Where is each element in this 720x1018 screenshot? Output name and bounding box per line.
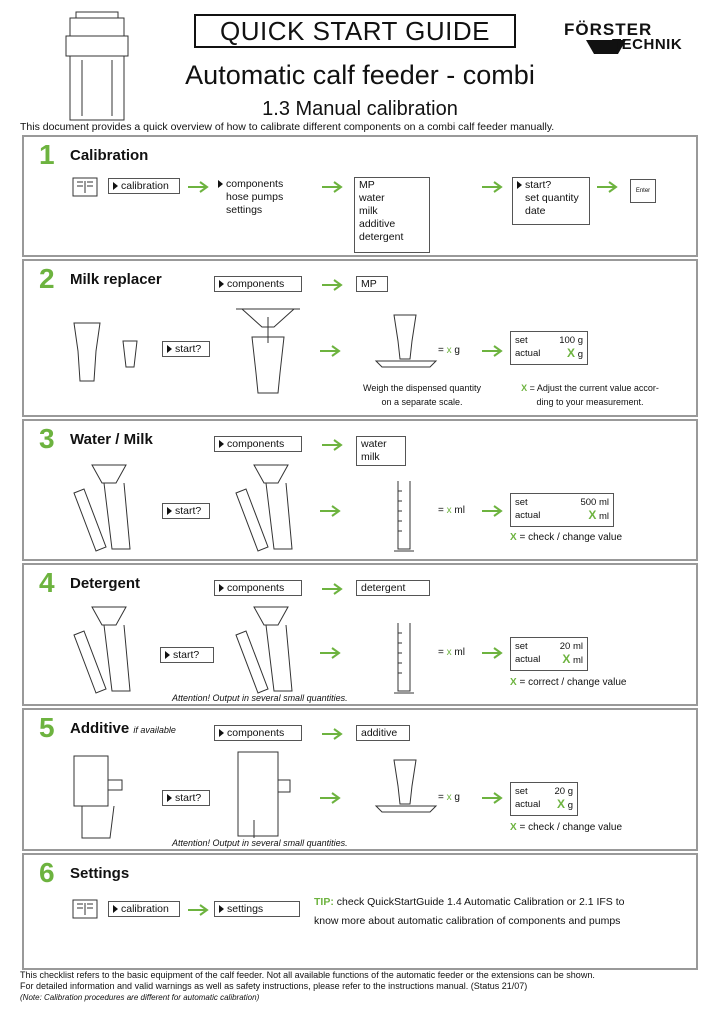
footer-line-1: This checklist refers to the basic equipment of the calf feeder. Not all available functions of the automatic feeder or the extensions can be shown.	[20, 970, 595, 980]
enter-button[interactable]: Enter	[630, 179, 656, 203]
guide-title: QUICK START GUIDE	[194, 14, 516, 48]
equals-x-grams: = x g	[438, 792, 460, 803]
set-value: 500 ml	[580, 497, 609, 508]
selector-icon	[167, 794, 172, 802]
arrow-right-icon	[482, 647, 504, 659]
value-panel: set 500 ml actual X ml	[510, 493, 614, 527]
intro-text: This document provides a quick overview of how to calibrate different components on a combi calf feeder manually.	[20, 121, 555, 133]
additive-dispenser-illustration	[72, 750, 132, 842]
step-1-title: Calibration	[70, 147, 149, 164]
arrow-right-icon	[320, 792, 342, 804]
menu-item-date[interactable]: date	[525, 205, 546, 217]
scale-illustration	[374, 756, 438, 814]
menu-calibration-label: calibration	[121, 180, 169, 192]
value-panel: set 20 ml actual X ml	[510, 637, 588, 671]
step-2-number: 2	[39, 263, 55, 294]
step-4-panel	[22, 563, 698, 706]
set-value: 20 ml	[559, 641, 583, 652]
footer-notes	[20, 970, 710, 1003]
adjust-note: X = Adjust the current value accor- ding to your measurement.	[521, 383, 659, 407]
tip-text: TIP: check QuickStartGuide 1.4 Automatic Calibration or 2.1 IFS to know more about automatic calibration of components and pumps	[314, 896, 625, 927]
menu-item-components[interactable]: components	[218, 178, 316, 191]
arrow-right-icon	[597, 181, 619, 193]
selector-icon	[219, 584, 224, 592]
attention-note: Attention! Output in several small quantities.	[172, 838, 348, 848]
arrow-right-icon	[322, 181, 344, 193]
actual-value-input[interactable]: X ml	[562, 652, 583, 666]
menu-calibration[interactable]	[108, 178, 180, 194]
menu-item-detergent[interactable]: detergent	[359, 231, 404, 243]
start-button[interactable]: start?	[162, 790, 210, 806]
equals-x-ml: = x ml	[438, 505, 465, 516]
selector-icon	[113, 905, 118, 913]
selector-icon	[113, 182, 118, 190]
menu-item-mp[interactable]: MP	[356, 276, 388, 292]
step-4-number: 4	[39, 567, 55, 598]
scale-illustration	[374, 311, 438, 369]
step-5-panel	[22, 708, 698, 851]
mixer-cylinder-illustration	[234, 605, 296, 695]
set-value: 100 g	[559, 335, 583, 346]
dispenser-illustration	[234, 303, 302, 395]
measuring-cylinder-illustration	[392, 479, 416, 555]
arrow-right-icon	[320, 647, 342, 659]
step-6-panel	[22, 853, 698, 970]
footer-line-2: For detailed information and valid warnings as well as safety instructions, please refer to the instructions manual. (Status 21/07)	[20, 981, 528, 991]
menu-item-water[interactable]: water	[359, 192, 385, 204]
arrow-right-icon	[322, 728, 344, 740]
equals-x-ml: = x ml	[438, 647, 465, 658]
component-list-menu	[354, 177, 430, 253]
step-3-panel	[22, 419, 698, 561]
section-title: 1.3 Manual calibration	[262, 98, 458, 120]
selector-icon	[218, 180, 223, 188]
value-panel: set 100 g actual X g	[510, 331, 588, 365]
selector-icon	[219, 280, 224, 288]
selector-icon	[165, 651, 170, 659]
menu-item-additive[interactable]: additive	[359, 218, 396, 230]
funnel-illustration	[122, 339, 138, 369]
mixer-cylinder-illustration	[72, 463, 134, 553]
arrow-right-icon	[188, 181, 210, 193]
arrow-right-icon	[482, 792, 504, 804]
measuring-cylinder-illustration	[392, 621, 416, 697]
arrow-right-icon	[322, 439, 344, 451]
attention-note: Attention! Output in several small quantities.	[172, 693, 348, 703]
arrow-right-icon	[322, 279, 344, 291]
menu-item-milk[interactable]: milk	[361, 451, 380, 463]
menu-calibration[interactable]: calibration	[108, 901, 180, 917]
water-milk-menu	[356, 436, 406, 466]
equals-x-grams: = x g	[438, 345, 460, 356]
weigh-caption: Weigh the dispensed quantity on a separate scale.	[363, 383, 481, 407]
logo-line-2: TECHNIK	[612, 36, 683, 53]
arrow-right-icon	[320, 505, 342, 517]
arrow-right-icon	[188, 904, 210, 916]
menu-components[interactable]: components	[214, 436, 302, 452]
menu-components[interactable]: components	[214, 276, 302, 292]
actual-value-input[interactable]: X g	[557, 797, 573, 811]
check-note: X = check / change value	[510, 822, 623, 833]
arrow-right-icon	[482, 345, 504, 357]
selector-icon	[219, 440, 224, 448]
additive-dispenser-illustration	[234, 750, 294, 842]
step-2-title: Milk replacer	[70, 271, 162, 288]
step-2-panel	[22, 259, 698, 417]
start-button[interactable]: start?	[162, 341, 210, 357]
value-panel: set 20 g actual X g	[510, 782, 578, 816]
check-note: X = check / change value	[510, 532, 623, 543]
mixer-cylinder-illustration	[72, 605, 134, 695]
mixing-cup-illustration	[72, 321, 102, 383]
company-logo	[560, 20, 710, 60]
book-icon	[72, 177, 98, 197]
start-menu	[512, 177, 590, 225]
menu-item-hose-pumps[interactable]: hose pumps	[226, 191, 284, 203]
set-value: 20 g	[554, 786, 573, 797]
correct-note: X = correct / change value	[510, 677, 627, 688]
selector-icon	[219, 729, 224, 737]
arrow-right-icon	[322, 583, 344, 595]
menu-item-milk[interactable]: milk	[359, 205, 378, 217]
start-button[interactable]: start?	[162, 503, 210, 519]
book-icon	[72, 899, 98, 919]
selector-icon	[517, 181, 522, 189]
footer-line-3: (Note: Calibration procedures are different for automatic calibration)	[20, 993, 260, 1002]
selector-icon	[167, 345, 172, 353]
step-4-title: Detergent	[70, 575, 141, 592]
menu-item-mp[interactable]: MP	[359, 179, 375, 191]
step-6-number: 6	[39, 857, 55, 888]
step-6-title: Settings	[70, 865, 130, 882]
components-menu	[214, 177, 320, 227]
step-1-panel	[22, 135, 698, 257]
menu-item-set-quantity[interactable]: set quantity	[525, 192, 579, 204]
menu-item-start[interactable]: start?	[517, 179, 585, 192]
menu-item-detergent[interactable]: detergent	[356, 580, 430, 596]
menu-item-water[interactable]: water	[361, 438, 387, 450]
actual-value-input[interactable]: X g	[567, 346, 583, 360]
page-subtitle: Automatic calf feeder - combi	[185, 60, 535, 90]
step-3-title: Water / Milk	[70, 431, 153, 448]
step-3-number: 3	[39, 423, 55, 454]
arrow-right-icon	[320, 345, 342, 357]
start-button[interactable]: start?	[160, 647, 214, 663]
logo-line-1: FÖRSTER	[564, 20, 653, 39]
step-5-title: Additive if available	[70, 720, 176, 737]
menu-item-settings[interactable]: settings	[226, 204, 263, 216]
menu-components[interactable]: components	[214, 580, 302, 596]
step-1-number: 1	[39, 139, 55, 170]
step-5-number: 5	[39, 712, 55, 743]
menu-item-additive[interactable]: additive	[356, 725, 410, 741]
actual-value-input[interactable]: X ml	[588, 508, 609, 522]
selector-icon	[219, 905, 224, 913]
menu-components[interactable]: components	[214, 725, 302, 741]
arrow-right-icon	[482, 505, 504, 517]
mixer-cylinder-illustration	[234, 463, 296, 553]
arrow-right-icon	[482, 181, 504, 193]
menu-settings[interactable]: settings	[214, 901, 300, 917]
selector-icon	[167, 507, 172, 515]
